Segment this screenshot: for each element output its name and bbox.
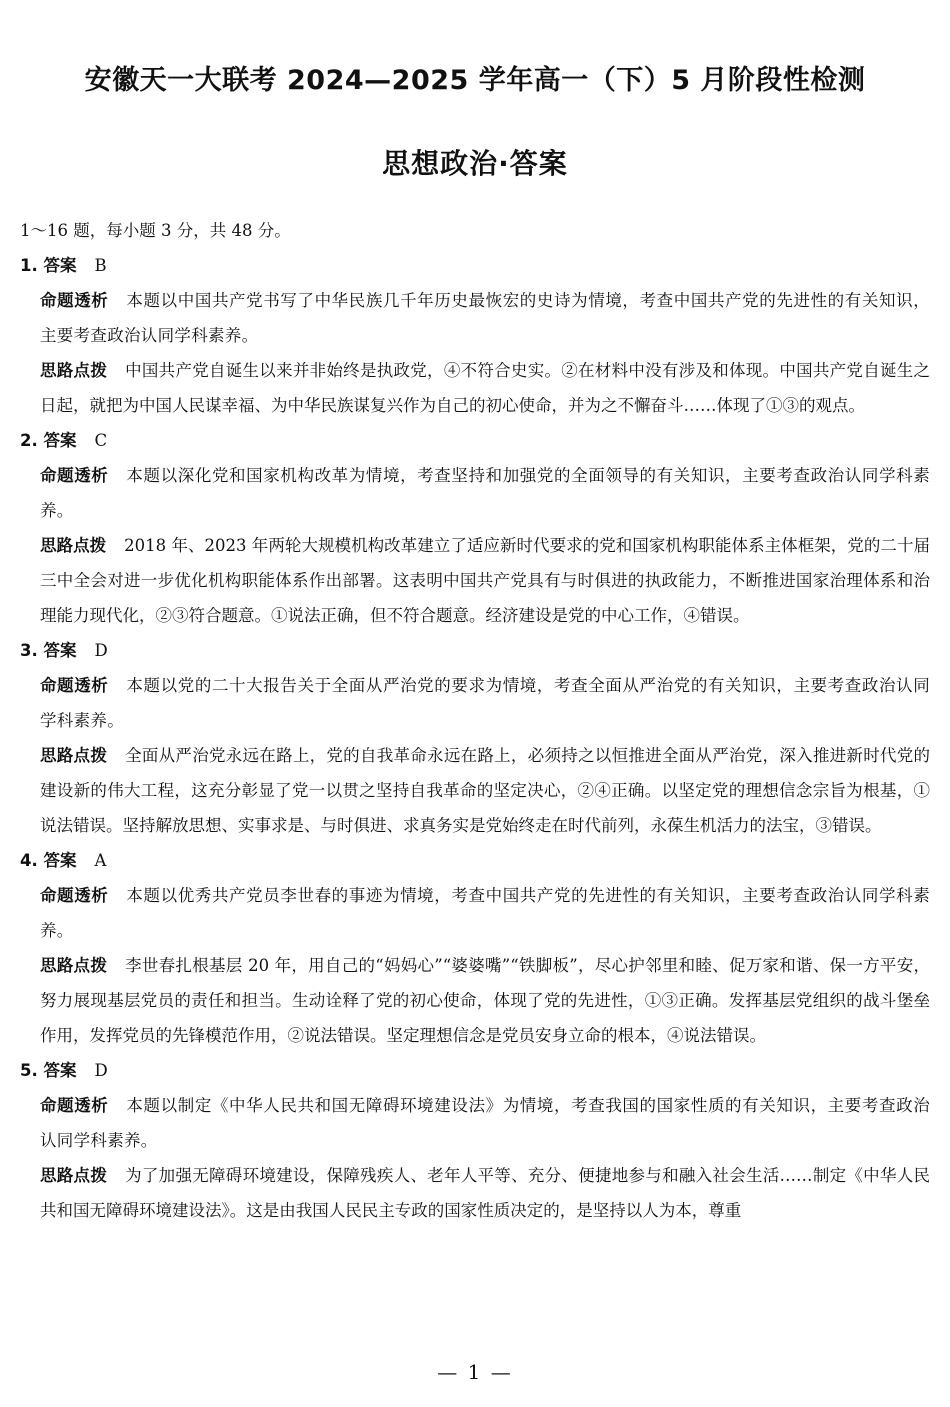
reasoning-label: 思路点拨	[40, 956, 108, 975]
question-label: 1. 答案	[20, 256, 77, 275]
question-block-1	[20, 248, 930, 423]
analysis-paragraph	[20, 458, 930, 528]
reasoning-text: 为了加强无障碍环境建设，保障残疾人、老年人平等、充分、便捷地参与和融入社会生活……制定《中华人民共和国无障碍环境建设法》。这是由我国人民民主专政的国家性质决定的，是坚持以人为本，尊重	[40, 1166, 931, 1220]
reasoning-text: 李世春扎根基层 20 年，用自己的“妈妈心”“婆婆嘴”“铁脚板”，尽心护邻里和睦、促万家和谐、保一方平安，努力展现基层党员的责任和担当。生动诠释了党的初心使命，体现了党的先进性，①③正确。发挥基层党组织的战斗堡垒作用，发挥党员的先锋模范作用，②说法错误。坚定理想信念是党员安身立命的根本，④说法错误。	[40, 956, 930, 1045]
question-block-2	[20, 423, 930, 633]
question-header	[20, 423, 930, 458]
analysis-label: 命题透析	[40, 676, 109, 695]
question-header	[20, 633, 930, 668]
question-answer: B	[94, 256, 107, 275]
analysis-text: 本题以制定《中华人民共和国无障碍环境建设法》为情境，考查我国的国家性质的有关知识，主要考查政治认同学科素养。	[40, 1096, 930, 1150]
question-answer: D	[94, 1061, 108, 1080]
reasoning-paragraph	[20, 738, 930, 843]
document-subtitle: 思想政治·答案	[382, 147, 568, 180]
analysis-text: 本题以优秀共产党员李世春的事迹为情境，考查中国共产党的先进性的有关知识，主要考查政治认同学科素养。	[40, 886, 930, 940]
reasoning-paragraph	[20, 353, 930, 423]
analysis-text: 本题以党的二十大报告关于全面从严治党的要求为情境，考查全面从严治党的有关知识，主要考查政治认同学科素养。	[40, 676, 930, 730]
analysis-label: 命题透析	[40, 466, 109, 485]
reasoning-label: 思路点拨	[40, 536, 107, 555]
analysis-paragraph	[20, 668, 930, 738]
question-header	[20, 843, 930, 878]
question-header	[20, 248, 930, 283]
analysis-paragraph	[20, 1088, 930, 1158]
reasoning-label: 思路点拨	[40, 361, 108, 380]
reasoning-text: 中国共产党自诞生以来并非始终是执政党，④不符合史实。②在材料中没有涉及和体现。中国共产党自诞生之日起，就把为中国人民谋幸福、为中华民族谋复兴作为自己的初心使命，并为之不懈奋斗……体现了①③的观点。	[40, 361, 931, 415]
reasoning-label: 思路点拨	[40, 1166, 108, 1185]
question-block-4	[20, 843, 930, 1053]
question-answer: D	[94, 641, 108, 660]
question-answer: C	[94, 431, 108, 450]
question-label: 4. 答案	[20, 851, 77, 870]
reasoning-text: 全面从严治党永远在路上，党的自我革命永远在路上，必须持之以恒推进全面从严治党，深入推进新时代党的建设新的伟大工程，这充分彰显了党一以贯之坚持自我革命的坚定决心，②④正确。以坚定党的理想信念宗旨为根基，①说法错误。坚持解放思想、实事求是、与时俱进、求真务实是党始终走在时代前列，永葆生机活力的法宝，③错误。	[40, 746, 931, 835]
question-header	[20, 1053, 930, 1088]
analysis-paragraph	[20, 878, 930, 948]
analysis-label: 命题透析	[40, 291, 109, 310]
question-block-5	[20, 1053, 930, 1228]
analysis-text: 本题以深化党和国家机构改革为情境，考查坚持和加强党的全面领导的有关知识，主要考查政治认同学科素养。	[40, 466, 930, 520]
question-label: 2. 答案	[20, 431, 77, 450]
document-title: 安徽天一大联考 2024—2025 学年高一（下）5 月阶段性检测	[84, 65, 866, 96]
page-number: — 1 —	[437, 1360, 513, 1384]
reasoning-paragraph	[20, 948, 930, 1053]
question-label: 3. 答案	[20, 641, 77, 660]
answer-content	[20, 213, 930, 1228]
analysis-text: 本题以中国共产党书写了中华民族几千年历史最恢宏的史诗为情境，考查中国共产党的先进性的有关知识，主要考查政治认同学科素养。	[40, 291, 930, 345]
question-answer: A	[94, 851, 107, 870]
analysis-label: 命题透析	[40, 1096, 109, 1115]
section-intro: 1～16 题，每小题 3 分，共 48 分。	[20, 221, 291, 240]
reasoning-paragraph	[20, 1158, 930, 1228]
question-label: 5. 答案	[20, 1061, 77, 1080]
analysis-paragraph	[20, 283, 930, 353]
analysis-label: 命题透析	[40, 886, 109, 905]
reasoning-paragraph	[20, 528, 930, 633]
reasoning-label: 思路点拨	[40, 746, 108, 765]
reasoning-text: 2018 年、2023 年两轮大规模机构改革建立了适应新时代要求的党和国家机构职能体系主体框架，党的二十届三中全会对进一步优化机构职能体系作出部署。这表明中国共产党具有与时俱进的执政能力，不断推进国家治理体系和治理能力现代化，②③符合题意。①说法正确，但不符合题意。经济建设是党的中心工作，④错误。	[40, 536, 930, 625]
question-block-3	[20, 633, 930, 843]
